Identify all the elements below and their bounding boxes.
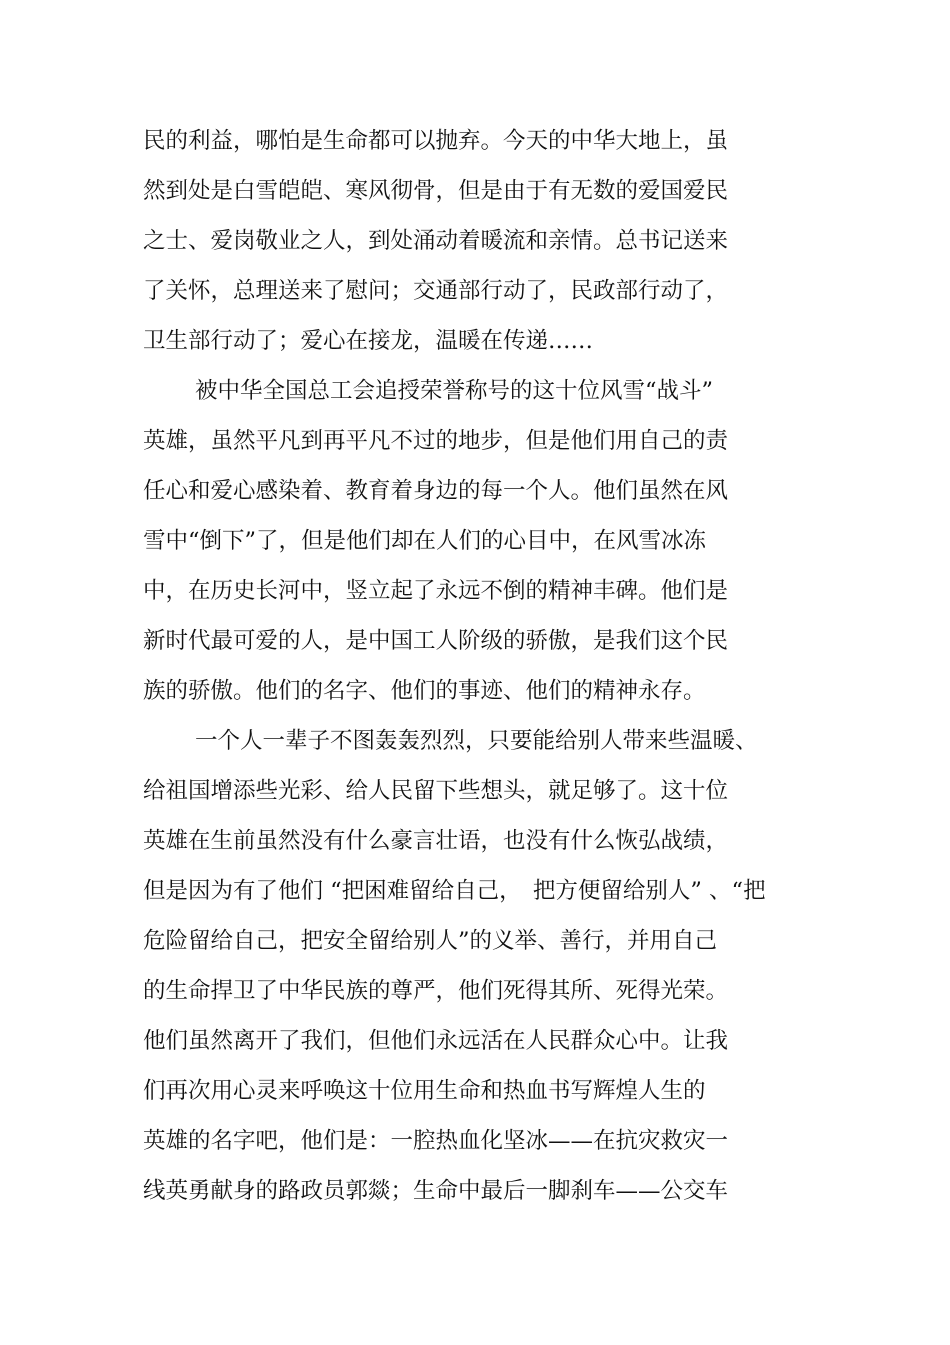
text-line: 他们虽然离开了我们，但他们永远活在人民群众心中。让我 bbox=[143, 1028, 729, 1054]
text-line: 线英勇献身的路政员郭燚；生命中最后一脚刹车——公交车 bbox=[143, 1178, 729, 1204]
text-line: 英雄在生前虽然没有什么豪言壮语，也没有什么恢弘战绩， bbox=[143, 828, 729, 854]
text-line: 然到处是白雪皑皑、寒风彻骨，但是由于有无数的爱国爱民 bbox=[143, 178, 729, 204]
text-line: 雪中“倒下”了，但是他们却在人们的心目中，在风雪冰冻 bbox=[143, 528, 707, 554]
text-line: 的生命捍卫了中华民族的尊严，他们死得其所、死得光荣。 bbox=[143, 978, 729, 1004]
text-line: 了关怀，总理送来了慰问；交通部行动了，民政部行动了， bbox=[143, 278, 729, 304]
text-line: 任心和爱心感染着、教育着身边的每一个人。他们虽然在风 bbox=[143, 478, 729, 504]
text-line: 中，在历史长河中，竖立起了永远不倒的精神丰碑。他们是 bbox=[143, 578, 729, 604]
paragraph-first-line: 一个人一辈子不图轰轰烈烈，只要能给别人带来些温暖、 bbox=[195, 728, 758, 754]
text-line: 英雄，虽然平凡到再平凡不过的地步，但是他们用自己的责 bbox=[143, 428, 729, 454]
text-line: 英雄的名字吧，他们是：一腔热血化坚冰——在抗灾救灾一 bbox=[143, 1128, 729, 1154]
text-line: 们再次用心灵来呼唤这十位用生命和热血书写辉煌人生的 bbox=[143, 1078, 706, 1104]
text-line: 民的利益，哪怕是生命都可以抛弃。今天的中华大地上，虽 bbox=[143, 128, 729, 154]
text-line: 给祖国增添些光彩、给人民留下些想头，就足够了。这十位 bbox=[143, 778, 729, 804]
text-line: 新时代最可爱的人，是中国工人阶级的骄傲，是我们这个民 bbox=[143, 628, 729, 654]
paragraph-first-line: 被中华全国总工会追授荣誉称号的这十位风雪“战斗” bbox=[195, 378, 714, 404]
text-line: 危险留给自己，把安全留给别人”的义举、善行，并用自己 bbox=[143, 928, 718, 954]
text-line: 卫生部行动了；爱心在接龙，温暖在传递…… bbox=[143, 328, 594, 354]
text-line: 族的骄傲。他们的名字、他们的事迹、他们的精神永存。 bbox=[143, 678, 706, 704]
text-line: 但是因为有了他们 “把困难留给自己， 把方便留给别人” 、“把 bbox=[143, 878, 766, 904]
text-line: 之士、爱岗敬业之人，到处涌动着暖流和亲情。总书记送来 bbox=[143, 228, 729, 254]
